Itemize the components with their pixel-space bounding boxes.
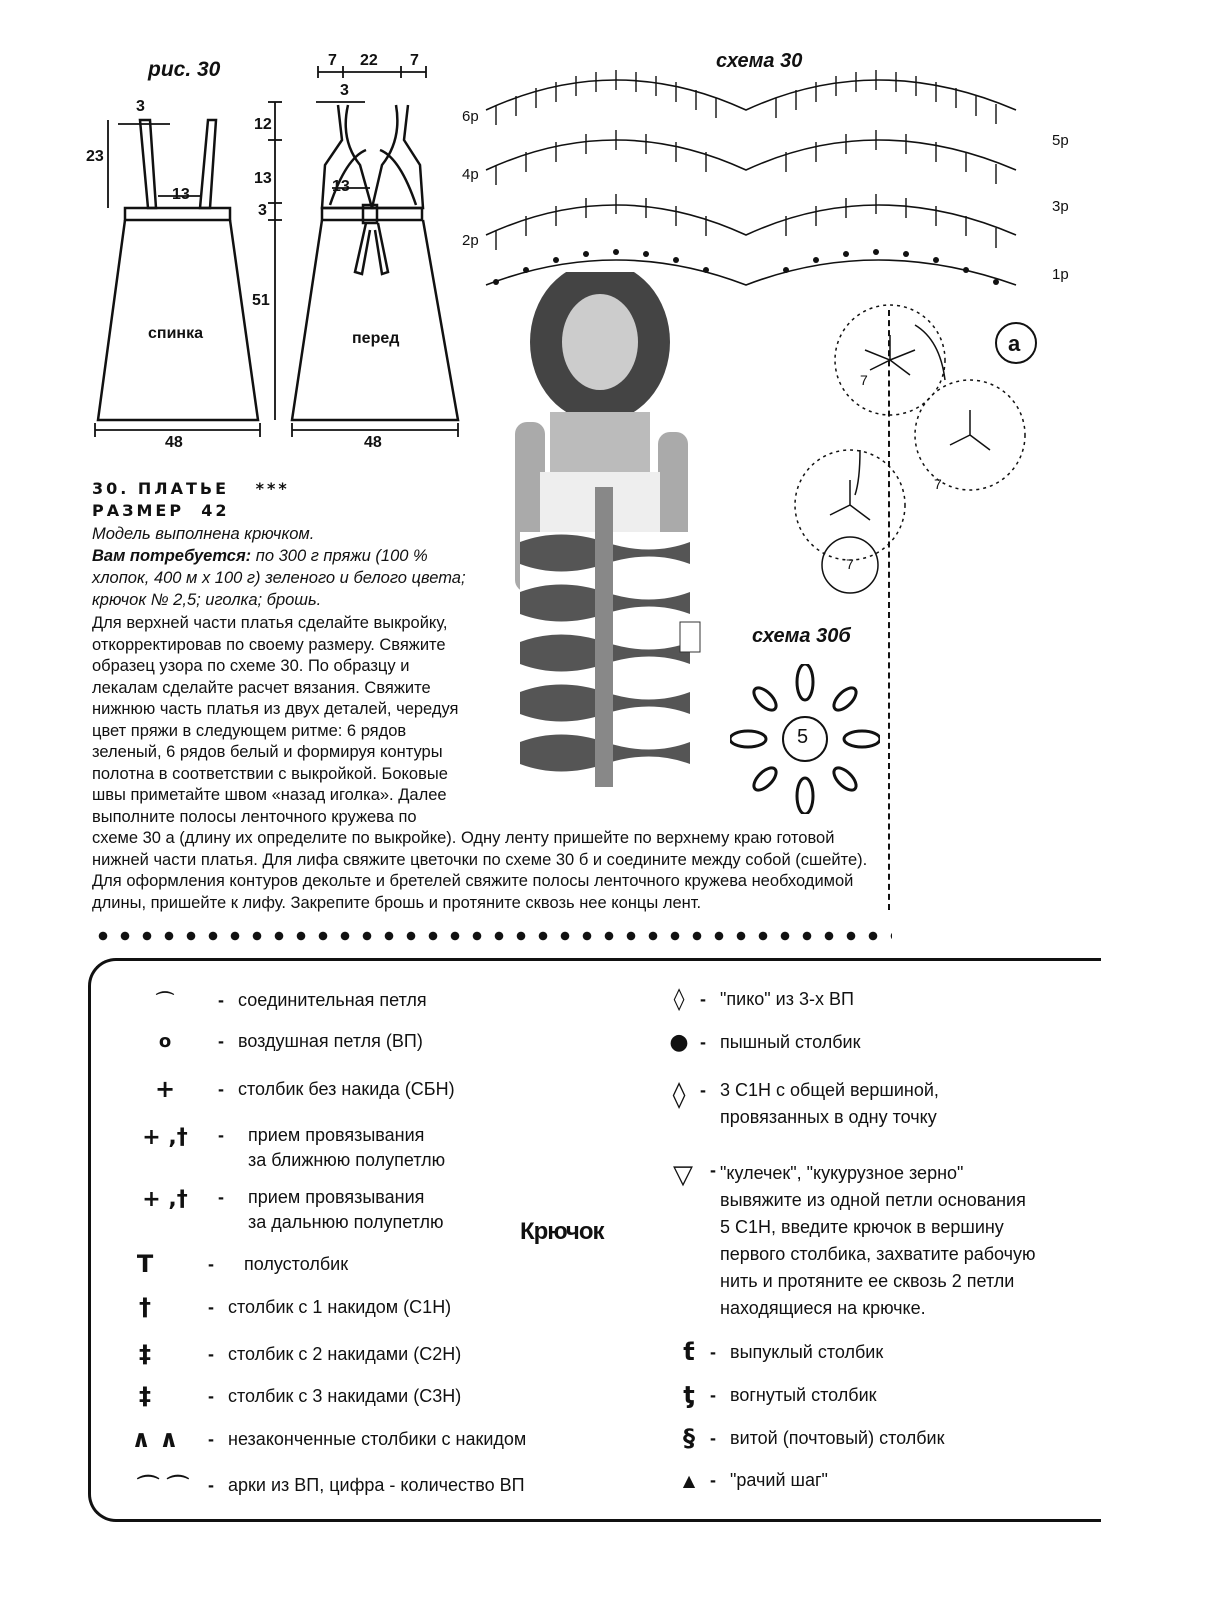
arch-label-3: 7	[846, 556, 854, 572]
legend-text: незаконченные столбики с накидом	[228, 1428, 527, 1449]
article-needs-3: крючок № 2,5; иголка; брошь.	[92, 591, 322, 609]
legend-text: "рачий шаг"	[730, 1470, 828, 1490]
legend-text: столбик с 2 накидами (С2Н)	[228, 1343, 462, 1364]
triple-treble-icon: ‡	[139, 1382, 151, 1410]
dim-h3: 3	[258, 202, 267, 219]
legend-text: за дальнюю полупетлю	[248, 1212, 444, 1232]
front-loop-icon: + ,†	[142, 1125, 188, 1150]
legend-item: T - полустолбик	[120, 1250, 348, 1278]
legend-text: воздушная петля (ВП)	[238, 1031, 423, 1051]
legend-text: за ближнюю полупетлю	[248, 1150, 446, 1170]
difficulty-stars: ***	[255, 479, 290, 498]
half-double-crochet-icon: T	[136, 1250, 154, 1278]
dim-front-strap: 3	[340, 82, 349, 99]
legend-item: + - столбик без накида (СБН)	[120, 1075, 455, 1103]
body-line: Для оформления контуров декольте и бретелей свяжите полосы ленточного кружева необходимой	[92, 872, 854, 890]
cluster-icon: ◊	[672, 1080, 686, 1110]
lace-motif-a	[740, 280, 1080, 600]
motif-a-label: a	[1008, 331, 1021, 356]
legend-text: соединительная петля	[238, 989, 427, 1010]
legend-text: полустолбик	[244, 1253, 349, 1274]
legend-text: прием провязывания	[248, 1125, 425, 1145]
slip-stitch-icon: ⌒	[156, 991, 174, 1012]
legend-text: 3 С1Н с общей вершиной,	[720, 1080, 939, 1100]
row-label-2: 2р	[462, 232, 479, 249]
figure-title: рис. 30	[148, 58, 221, 81]
legend-item: ⌒ ⌒ - арки из ВП, цифра - количество ВП	[120, 1470, 525, 1501]
unfinished-stitches-icon: ∧ ∧	[131, 1425, 179, 1453]
chain-arch-icon: ⌒ ⌒	[137, 1475, 189, 1500]
dim-front-top-mid: 22	[360, 52, 378, 69]
dress-pattern-diagram	[70, 40, 490, 470]
legend-item: + ,† - прием провязывания за дальнюю полупетлю	[120, 1187, 443, 1233]
chain-stitch-icon: o	[158, 1031, 172, 1052]
dim-h51: 51	[252, 292, 270, 309]
article-title-text: 30. ПЛАТЬЕ	[92, 479, 230, 498]
legend-text: прием провязывания	[248, 1187, 425, 1207]
row-label-6: 6р	[462, 108, 479, 125]
body-line: выполните полосы ленточного кружева по	[92, 807, 417, 826]
row-label-4: 4р	[462, 166, 479, 183]
double-crochet-icon: †	[139, 1293, 151, 1321]
legend-text: столбик без накида (СБН)	[238, 1078, 455, 1099]
dim-front-width: 48	[364, 434, 382, 451]
article-needs-2: хлопок, 400 м х 100 г) зеленого и белого цвета;	[92, 569, 466, 587]
right-border-line	[888, 310, 890, 910]
legend-text: 5 С1Н, введите крючок в вершину	[720, 1217, 1004, 1237]
front-label: перед	[352, 330, 400, 347]
needs-label: Вам потребуется:	[92, 547, 252, 565]
dim-h12: 12	[254, 116, 272, 133]
legend-text: столбик с 1 накидом (С1Н)	[228, 1296, 452, 1317]
dotted-separator	[92, 930, 892, 942]
legend-item: ◊ - 3 С1Н с общей вершиной, провязанных в одну точку	[666, 1080, 939, 1128]
legend-text: нить и протяните ее сквозь 2 петли	[720, 1271, 1015, 1291]
picot-icon: ◊	[673, 987, 685, 1012]
legend-text: витой (почтовый) столбик	[730, 1427, 945, 1448]
legend-text-block	[248, 1187, 443, 1233]
dim-back-gap: 13	[172, 186, 190, 203]
legend-text: арки из ВП, цифра - количество ВП	[228, 1475, 525, 1495]
body-line: нижнюю часть платья из двух деталей, чередуя	[92, 700, 459, 718]
body-line: швы приметайте швом «назад иголка». Далее	[92, 786, 447, 804]
legend-text-block	[248, 1125, 445, 1171]
legend-text: выпуклый столбик	[730, 1341, 884, 1362]
popcorn-icon: ▽	[673, 1160, 693, 1190]
arch-label-1: 7	[860, 372, 868, 388]
legend-text-block	[720, 1160, 1036, 1322]
legend-text: вывяжите из одной петли основания	[720, 1190, 1026, 1210]
dim-h13: 13	[254, 170, 272, 187]
dim-back-width: 48	[165, 434, 183, 451]
front-post-icon: ƭ	[683, 1338, 695, 1366]
puff-stitch-icon: ●	[669, 1030, 689, 1055]
row-label-1: 1р	[1052, 266, 1069, 283]
article-model: Модель выполнена крючком.	[92, 525, 315, 543]
legend-item: ▲ - "рачий шаг"	[676, 1470, 828, 1491]
body-line: Для верхней части платья сделайте выкройку,	[92, 614, 448, 632]
body-line: длины, пришейте к лифу. Закрепите брошь и протяните сквозь нее концы лент.	[92, 893, 702, 912]
legend-center-title: Крючок	[520, 1218, 604, 1245]
legend-text: первого столбика, захватите рабочую	[720, 1244, 1036, 1264]
back-post-icon: ƫ	[683, 1381, 695, 1409]
article-title	[92, 479, 290, 498]
article-needs	[92, 546, 428, 568]
legend-item: + ,† - прием провязывания за ближнюю полупетлю	[120, 1125, 445, 1171]
legend-item: ‡ - столбик с 2 накидами (С2Н)	[120, 1340, 461, 1368]
legend-text: вогнутый столбик	[730, 1384, 877, 1405]
row-label-3: 3р	[1052, 198, 1069, 215]
needs-text: по 300 г пряжи (100 %	[251, 547, 428, 565]
scheme-title: схема 30	[716, 50, 803, 72]
dim-front-gap: 13	[332, 178, 350, 195]
back-loop-icon: + ,†	[142, 1187, 188, 1212]
legend-text: находящиеся на крючке.	[720, 1298, 926, 1318]
scheme-b-title: схема 30б	[752, 625, 851, 647]
legend-item: ◊ - "пико" из 3-х ВП	[666, 987, 854, 1012]
treble-crochet-icon: ‡	[139, 1340, 151, 1368]
legend-text: пышный столбик	[720, 1032, 861, 1052]
legend-item: § - витой (почтовый) столбик	[676, 1424, 944, 1452]
article-size: РАЗМЕР 42	[92, 501, 230, 520]
legend-text: столбик с 3 накидами (С3Н)	[228, 1385, 462, 1406]
dim-front-top-right: 7	[410, 52, 419, 69]
legend-item: † - столбик с 1 накидом (С1Н)	[120, 1293, 451, 1321]
body-line: схеме 30 а (длину их определите по выкройке). Одну ленту пришейте по верхнему краю готовой	[92, 829, 835, 847]
dim-strap-height: 23	[86, 148, 104, 165]
body-line: образец узора по схеме 30. По образцу и	[92, 657, 410, 675]
body-line: откорректировав по своему размеру. Свяжите	[92, 635, 446, 654]
legend-item: ƫ - вогнутый столбик	[676, 1381, 877, 1409]
article-body	[92, 613, 867, 914]
legend-item: ▽ - "кулечек", "кукурузное зерно" вывяжите из одной петли основания 5 С1Н, введите крючок в вершину первого столбика, захватите рабочую нить и протяните ее сквозь 2 петли находящиеся на крючке.	[666, 1160, 1036, 1322]
legend-text: "кулечек", "кукурузное зерно"	[720, 1163, 964, 1183]
arch-label-2: 7	[934, 476, 942, 492]
legend-item: ∧ ∧ - незаконченные столбики с накидом	[120, 1425, 526, 1453]
legend-item: ƭ - выпуклый столбик	[676, 1338, 883, 1366]
flower-center-count: 5	[797, 726, 809, 748]
bullion-stitch-icon: §	[683, 1424, 695, 1452]
body-line: зеленый, 6 рядов белый и формируя контуры	[92, 743, 443, 761]
body-line: нижней части платья. Для лифа свяжите цветочки по схеме 30 б и соедините между собой (сшейте).	[92, 850, 868, 869]
body-line: лекалам сделайте расчет вязания. Свяжите	[92, 678, 431, 697]
legend-text-block	[720, 1080, 939, 1128]
legend-item: ● - пышный столбик	[666, 1030, 860, 1055]
dim-front-top-left: 7	[328, 52, 337, 69]
dim-strap-width: 3	[136, 98, 145, 115]
back-label: спинка	[148, 325, 203, 342]
body-line: полотна в соответствии с выкройкой. Боковые	[92, 764, 448, 783]
legend-item: ⌒ - соединительная петля	[120, 987, 427, 1013]
body-line: цвет пряжи в следующем ритме: 6 рядов	[92, 721, 407, 740]
legend-item: ‡ - столбик с 3 накидами (С3Н)	[120, 1382, 461, 1410]
legend-item: o - воздушная петля (ВП)	[120, 1031, 423, 1052]
row-label-5: 5р	[1052, 132, 1069, 149]
crab-stitch-icon: ▲	[682, 1471, 696, 1490]
single-crochet-icon: +	[154, 1075, 176, 1103]
legend-text: "пико" из 3-х ВП	[720, 989, 854, 1009]
legend-text: провязанных в одну точку	[720, 1107, 937, 1127]
